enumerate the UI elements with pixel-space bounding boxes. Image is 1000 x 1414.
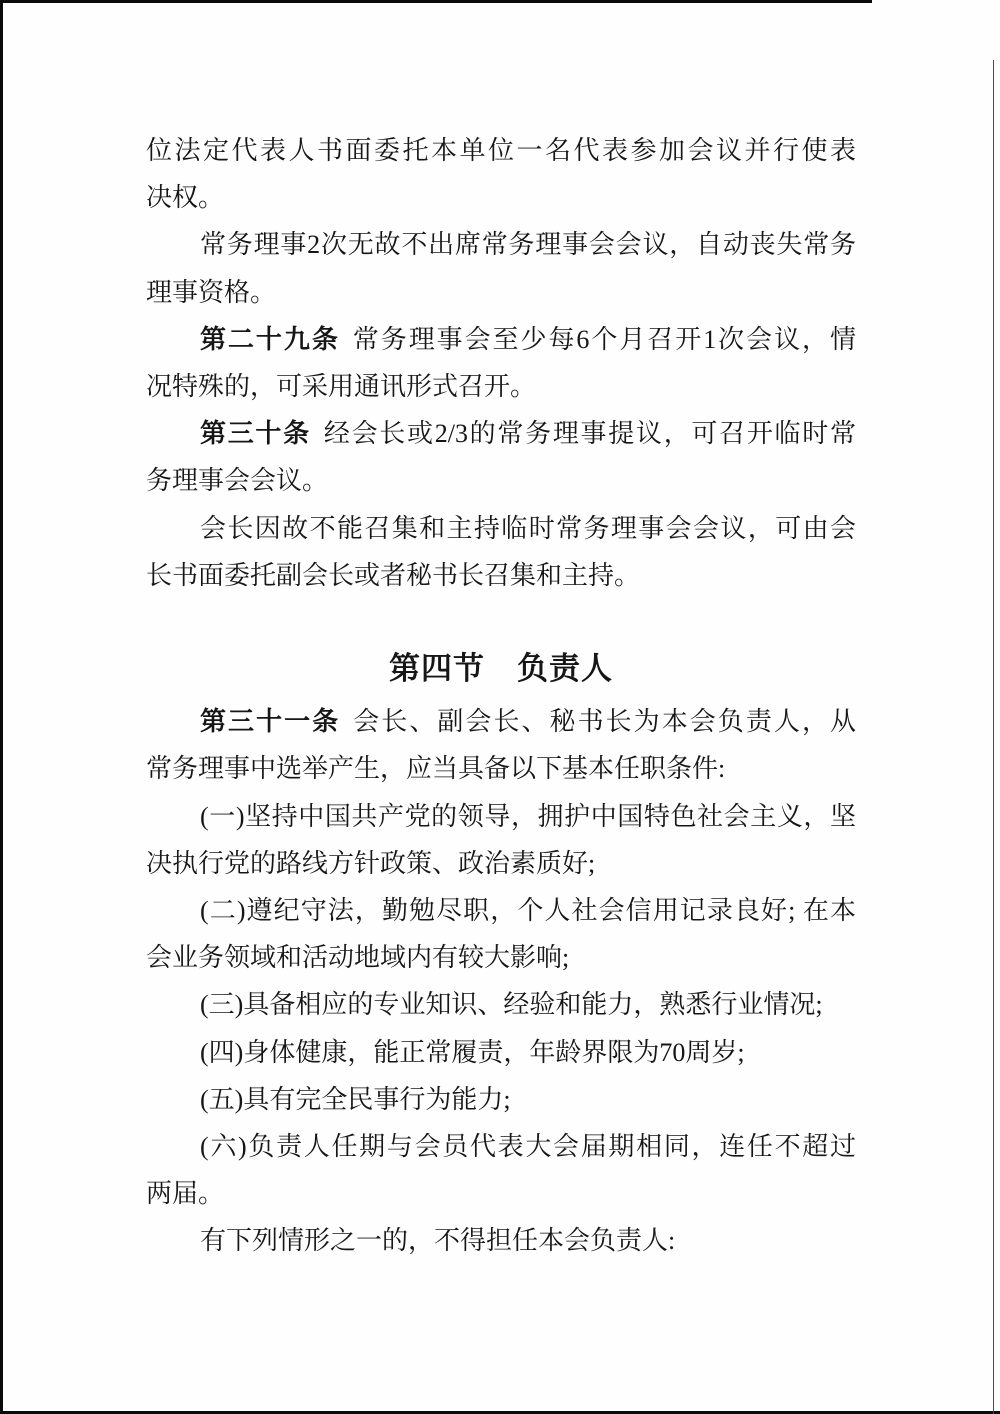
text-line [146,410,856,457]
article-text: 会长、副会长、秘书长为本会负责人，从 [353,707,856,737]
article-text: 经会长或2/3的常务理事提议，可召开临时常 [323,419,856,449]
text-line: (三)具备相应的专业知识、经验和能力，熟悉行业情况; [200,990,823,1020]
text-line: 常务理事2次无故不出席常务理事会会议，自动丧失常务 [200,230,856,260]
text-line: (二)遵纪守法，勤勉尽职，个人社会信用记录良好; 在本 [200,896,856,926]
text-line: 况特殊的，可采用通讯形式召开。 [146,372,537,402]
text-line: 务理事会会议。 [146,466,329,496]
text-line: 决执行党的路线方针政策、政治素质好; [146,848,596,878]
text-line: 理事资格。 [146,277,277,307]
text-line: (一)坚持中国共产党的领导，拥护中国特色社会主义，坚 [200,801,856,831]
text-line: 长书面委托副会长或者秘书长召集和主持。 [146,560,641,590]
text-line: 决权。 [146,183,225,213]
article-text: 常务理事会至少每6个月召开1次会议，情 [352,324,856,354]
text-line: (六)负责人任期与会员代表大会届期相同，连任不超过 [200,1132,856,1162]
text-line: 两届。 [146,1179,225,1209]
article-number: 第二十九条 [200,323,340,354]
text-line [146,698,856,745]
text-line: 会业务领域和活动地域内有较大影响; [146,943,570,973]
text-line: (四)身体健康，能正常履责，年龄界限为70周岁; [200,1037,745,1067]
article-number: 第三十条 [200,418,311,449]
text-line [146,316,856,363]
scan-edge-right [993,60,994,1414]
text-line: 有下列情形之一的，不得担任本会负责人: [200,1226,676,1256]
text-line: 会长因故不能召集和主持临时常务理事会会议，可由会 [200,513,856,543]
article-number: 第三十一条 [200,706,341,737]
text-line: 常务理事中选举产生，应当具备以下基本任职条件: [146,754,726,784]
text-column [146,0,856,1265]
section-heading: 第四节 负责人 [389,651,613,687]
scan-edge-left [0,0,3,1414]
text-line: 位法定代表人书面委托本单位一名代表参加会议并行使表 [146,136,856,165]
text-line: (五)具有完全民事行为能力; [200,1084,511,1114]
